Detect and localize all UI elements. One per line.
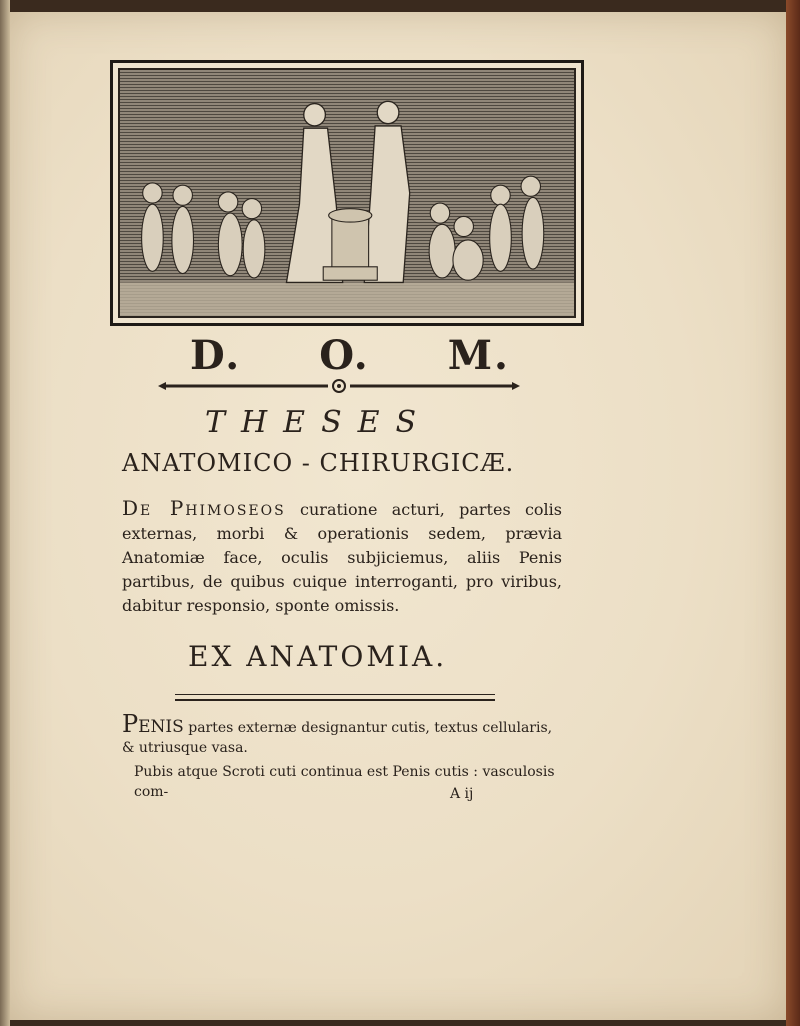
vignette-scene [118, 68, 576, 318]
book-page [10, 12, 786, 1020]
page-signature-mark: A ij [450, 786, 474, 802]
section-heading: EX ANATOMIA. [188, 640, 448, 673]
engraved-vignette [110, 60, 584, 326]
title: THESES [205, 405, 433, 440]
classical-figures-engraving [120, 70, 574, 316]
subtitle: ANATOMICO - CHIRURGICÆ. [122, 449, 515, 477]
intro-paragraph [122, 496, 562, 618]
dedication-heading [190, 332, 510, 379]
book-cover-edge [786, 0, 800, 1026]
section-rule [175, 694, 495, 701]
intro-text: curatione acturi, partes colis externas, morbi & operationis sedem, prævia Anatomiæ face, oculis subjiciemus, aliis Penis partibus, de quibus cuique interroganti, pro viribus, dabitur responsio, sponte omissis. [122, 500, 563, 615]
paragraph-1-text: partes externæ designantur cutis, textus cellularis, & utriusque vasa. [122, 720, 553, 756]
body-paragraph-2: Pubis atque Scroti cuti continua est Penis cutis : vasculosis com- [134, 764, 555, 800]
body-paragraph-1 [122, 710, 554, 758]
ornamental-rule [158, 379, 520, 393]
paragraph-lead-word: Penis [122, 710, 184, 738]
dedication-letter-o: O. [319, 332, 370, 379]
book-spine-edge [0, 0, 10, 1026]
dedication-letter-d: D. [190, 332, 242, 379]
dedication-letter-m: M. [447, 332, 510, 379]
intro-lead-words: De Phimoseos [122, 496, 286, 520]
